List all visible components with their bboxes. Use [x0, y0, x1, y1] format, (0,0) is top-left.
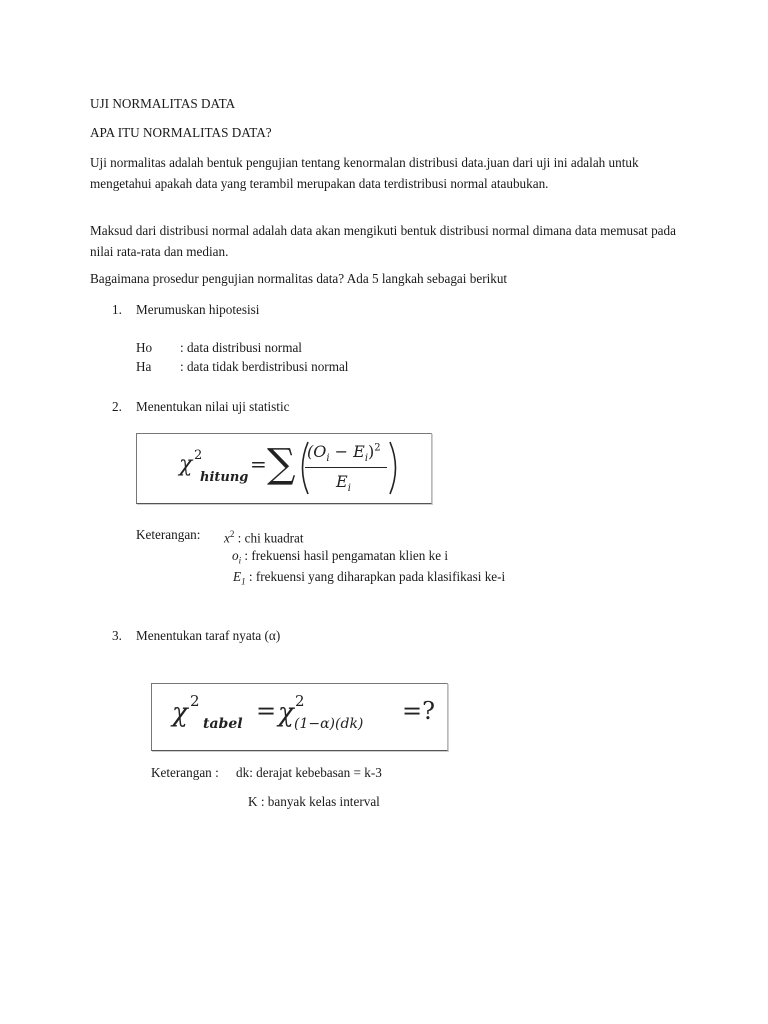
keterangan-banyak-kelas: K : banyak kelas interval [248, 794, 380, 809]
fraction-bar [305, 467, 387, 468]
step-number-2: 2. [112, 399, 122, 414]
sigma-symbol: ∑ [267, 441, 296, 487]
chi-square-tabel-formula [151, 683, 448, 751]
chi-symbol-tabel: χ [172, 698, 188, 728]
hypothesis-key-ha: Ha [136, 359, 152, 374]
equals-sign-tabel: = [256, 697, 277, 725]
paragraph-definition: Uji normalitas adalah bentuk pengujian tentang kenormalan distribusi data.juan dari uji ini adalah untuk mengetahui apakah data yang terambil merupakan data terdistribusi normal ataubukan. [90, 155, 639, 191]
paragraph-normal-distribution: Maksud dari distribusi normal adalah data akan mengikuti bentuk distribusi normal dimana data memusat pada nilai rata-rata dan median. [90, 223, 676, 259]
step-number-3: 3. [112, 628, 122, 643]
step-label-3: Menentukan taraf nyata (α) [136, 628, 281, 643]
paragraph-procedure: Bagaimana prosedur pengujian normalitas data? Ada 5 langkah sebagai berikut [90, 271, 508, 286]
keterangan-derajat-kebebasan: dk: derajat kebebasan = k-3 [236, 765, 382, 780]
chi-superscript-tabel: 2 [190, 692, 200, 710]
chi-superscript-right: 2 [295, 692, 305, 710]
keterangan-chi-kuadrat: $x^2$ : chi kuadrat [224, 529, 304, 546]
chi-square-hitung-formula [136, 433, 432, 504]
chi-superscript: 2 [194, 448, 203, 463]
equals-sign: = [250, 452, 267, 476]
chi-subscript-dk: (1−α)(dk) [294, 716, 364, 732]
step-number-1: 1. [112, 302, 122, 317]
chi-symbol-right: χ [278, 698, 294, 728]
keterangan-label-2: Keterangan : [151, 765, 219, 780]
keterangan-frekuensi-harapan: $E_1$ : frekuensi yang diharapkan pada klasifikasi ke-i [233, 569, 506, 587]
keterangan-label-1: Keterangan: [136, 527, 201, 542]
section-heading: APA ITU NORMALITAS DATA? [90, 125, 272, 140]
hypothesis-key-ho: Ho [136, 340, 153, 355]
chi-subscript-hitung: hitung [200, 470, 249, 485]
right-paren [387, 440, 403, 496]
page-title: UJI NORMALITAS DATA [90, 96, 236, 111]
equals-question: =? [402, 697, 435, 725]
step-label-2: Menentukan nilai uji statistic [136, 399, 290, 414]
chi-symbol: χ [179, 452, 193, 477]
fraction-numerator: $(O_i - E_i)^2$ [307, 442, 381, 465]
keterangan-frekuensi-pengamatan: $o_i$ : frekuensi hasil pengamatan klien ke i [232, 548, 449, 566]
step-label-1: Merumuskan hipotesisi [136, 302, 260, 317]
hypothesis-value-ho: : data distribusi normal [180, 340, 302, 355]
chi-subscript-tabel: tabel [203, 716, 243, 732]
hypothesis-value-ha: : data tidak berdistribusi normal [180, 359, 349, 374]
fraction-denominator: $E_i$ [336, 472, 351, 495]
